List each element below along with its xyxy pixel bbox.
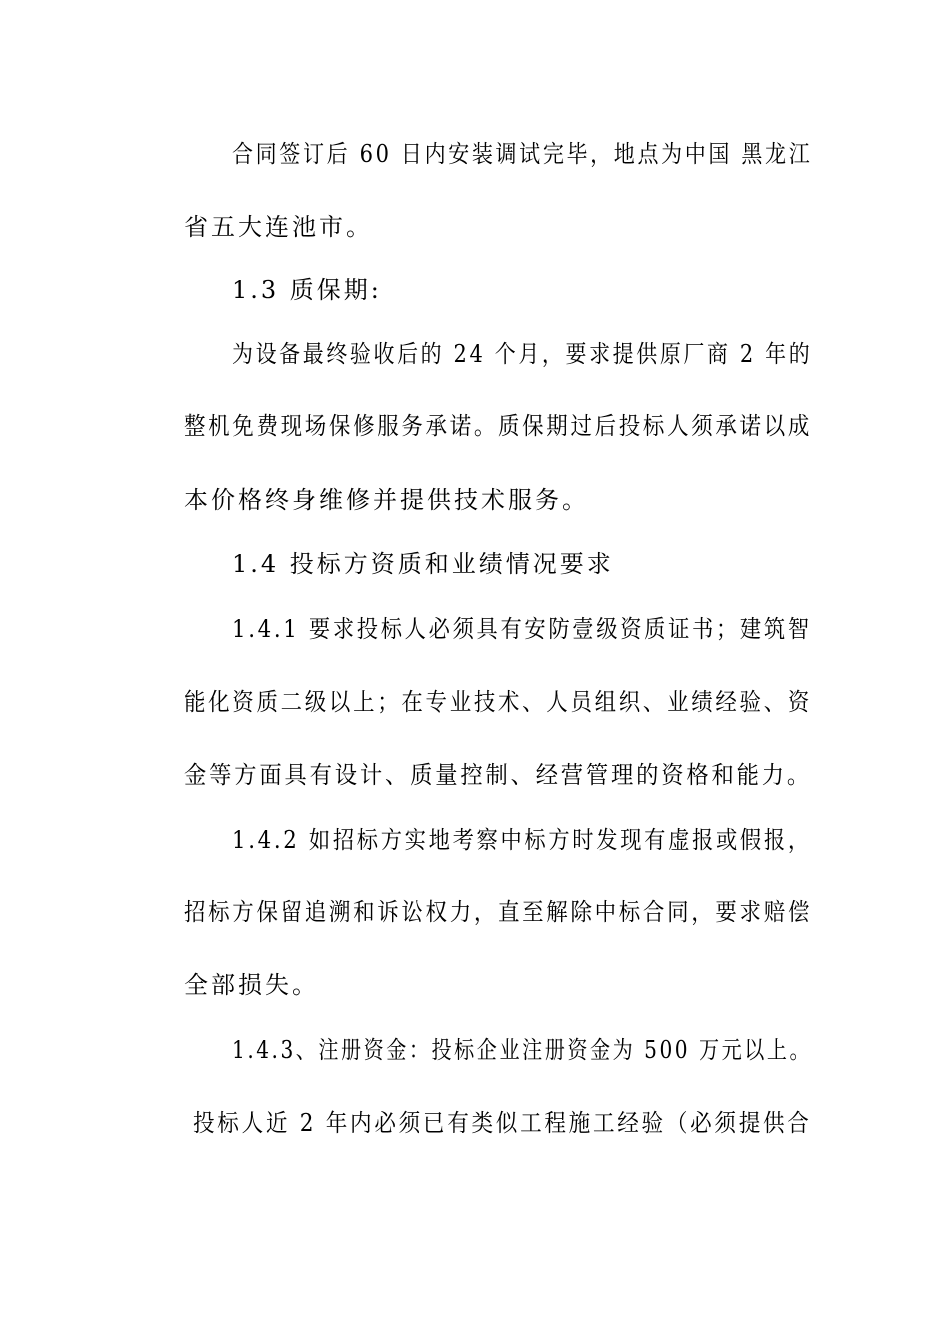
paragraph-line-9: 1.4.2 如招标方实地考察中标方时发现有虚报或假报， [232, 826, 812, 854]
paragraph-line-12: 1.4.3、注册资金：投标企业注册资金为 500 万元以上。 [232, 1036, 813, 1064]
paragraph-line-3: 为设备最终验收后的 24 个月，要求提供原厂商 2 年的 [232, 340, 813, 368]
paragraph-line-8: 金等方面具有设计、质量控制、经营管理的资格和能力。 [184, 761, 813, 789]
paragraph-line-13: 投标人近 2 年内必须已有类似工程施工经验（必须提供合 [193, 1109, 812, 1137]
paragraph-line-6: 1.4.1 要求投标人必须具有安防壹级资质证书；建筑智 [232, 615, 812, 643]
paragraph-line-5: 本价格终身维修并提供技术服务。 [184, 486, 589, 514]
paragraph-line-10: 招标方保留追溯和诉讼权力，直至解除中标合同，要求赔偿 [184, 898, 813, 926]
section-heading-1-4: 1.4 投标方资质和业绩情况要求 [232, 550, 614, 578]
section-heading-1-3: 1.3 质保期: [232, 276, 382, 304]
paragraph-line-11: 全部损失。 [184, 971, 319, 999]
paragraph-line-7: 能化资质二级以上；在专业技术、人员组织、业绩经验、资 [184, 688, 813, 716]
paragraph-line-1: 合同签订后 60 日内安装调试完毕，地点为中国 黑龙江 [232, 140, 813, 168]
paragraph-line-2: 省五大连池市。 [184, 213, 373, 241]
paragraph-line-4: 整机免费现场保修服务承诺。质保期过后投标人须承诺以成 [184, 412, 813, 440]
